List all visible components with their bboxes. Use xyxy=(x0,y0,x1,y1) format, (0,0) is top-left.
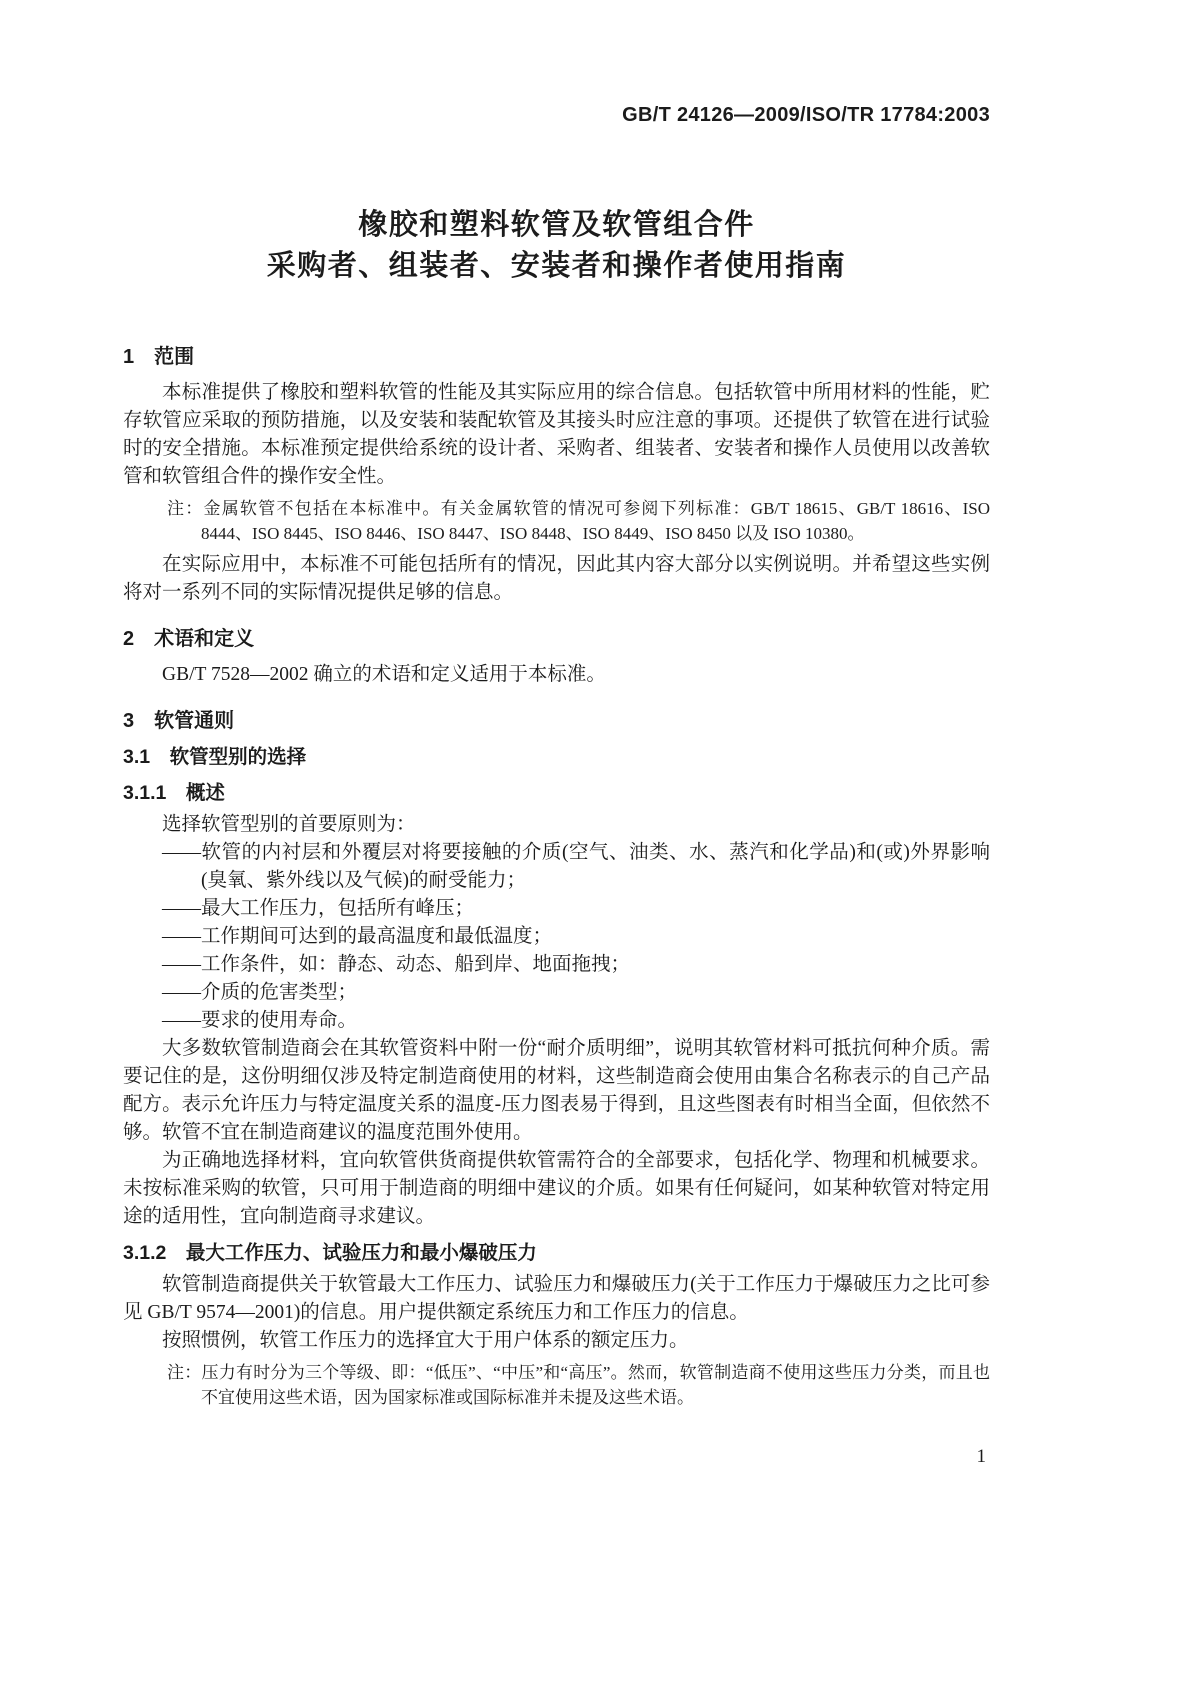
overview-intro-paragraph: 选择软管型别的首要原则为： xyxy=(162,814,416,835)
pressure-paragraph-2: 按照惯例，软管工作压力的选择宜大于用户体系的额定压力。 xyxy=(162,1330,689,1351)
selection-criterion-item: ——工作期间可达到的最高温度和最低温度； xyxy=(162,926,553,947)
section-hose-type-selection-heading: 3.1 软管型别的选择 xyxy=(123,746,307,768)
pressure-note: 注：压力有时分为三个等级、即：“低压”、“中压”和“高压”。然而，软管制造商不使用这些压力分类，而且也不宜使用这些术语，因为国家标准或国际标准并未提及这些术语。 xyxy=(167,1363,990,1407)
section-terms xyxy=(123,625,990,689)
selection-criterion-item: ——介质的危害类型； xyxy=(162,982,358,1003)
overview-paragraph-2: 大多数软管制造商会在其软管资料中附一份“耐介质明细”，说明其软管材料可抵抗何种介质。需要记住的是，这份明细仅涉及特定制造商使用的材料，这些制造商会使用由集合名称表示的自己产品配方。表示允许压力与特定温度关系的温度-压力图表易于得到，且这些图表有时相当全面，但依然不够。软管不宜在制造商建议的温度范围外使用。 xyxy=(123,1038,990,1143)
selection-criterion-item: ——最大工作压力，包括所有峰压； xyxy=(162,898,475,919)
section-general-rules xyxy=(123,707,990,1410)
section-overview-heading: 3.1.1 概述 xyxy=(123,782,225,804)
scope-paragraph-2: 在实际应用中，本标准不可能包括所有的情况，因此其内容大部分以实例说明。并希望这些实例将对一系列不同的实际情况提供足够的信息。 xyxy=(123,554,990,603)
scope-note: 注：金属软管不包括在本标准中。有关金属软管的情况可参阅下列标准：GB/T 18615、GB/T 18616、ISO 8444、ISO 8445、ISO 8446、ISO 8447、ISO 8448、ISO 8449、ISO 8450 以及 ISO 10380。 xyxy=(167,499,990,543)
overview-paragraph-3: 为正确地选择材料，宜向软管供货商提供软管需符合的全部要求，包括化学、物理和机械要求。未按标准采购的软管，只可用于制造商的明细中建议的介质。如果有任何疑问，如某种软管对特定用途的适用性，宜向制造商寻求建议。 xyxy=(123,1150,990,1227)
terms-paragraph: GB/T 7528—2002 确立的术语和定义适用于本标准。 xyxy=(162,664,606,685)
scope-paragraph-1: 本标准提供了橡胶和塑料软管的性能及其实际应用的综合信息。包括软管中所用材料的性能，贮存软管应采取的预防措施，以及安装和装配软管及其接头时应注意的事项。还提供了软管在进行试验时的安全措施。本标准预定提供给系统的设计者、采购者、组装者、安装者和操作人员使用以改善软管和软管组合件的操作安全性。 xyxy=(123,382,990,487)
standard-code-header: GB/T 24126—2009/ISO/TR 17784:2003 xyxy=(622,104,990,126)
section-pressure-heading: 3.1.2 最大工作压力、试验压力和最小爆破压力 xyxy=(123,1242,537,1264)
selection-criterion-item: ——要求的使用寿命。 xyxy=(162,1010,358,1031)
document-title xyxy=(123,205,990,287)
pressure-paragraph-1: 软管制造商提供关于软管最大工作压力、试验压力和爆破压力(关于工作压力于爆破压力之比可参见 GB/T 9574—2001)的信息。用户提供额定系统压力和工作压力的信息。 xyxy=(123,1274,990,1323)
document-title-line-2: 采购者、组装者、安装者和操作者使用指南 xyxy=(266,250,847,282)
page-number: 1 xyxy=(976,1446,986,1467)
section-scope-heading: 1 范围 xyxy=(123,346,195,368)
selection-criterion-item: ——软管的内衬层和外覆层对将要接触的介质(空气、油类、水、蒸汽和化学品)和(或)外界影响(臭氧、紫外线以及气候)的耐受能力； xyxy=(162,842,990,891)
selection-criterion-item: ——工作条件，如：静态、动态、船到岸、地面拖拽； xyxy=(162,954,631,975)
section-general-heading: 3 软管通则 xyxy=(123,710,235,732)
section-scope xyxy=(123,343,990,607)
section-terms-heading: 2 术语和定义 xyxy=(123,628,255,650)
document-title-line-1: 橡胶和塑料软管及软管组合件 xyxy=(358,209,755,241)
